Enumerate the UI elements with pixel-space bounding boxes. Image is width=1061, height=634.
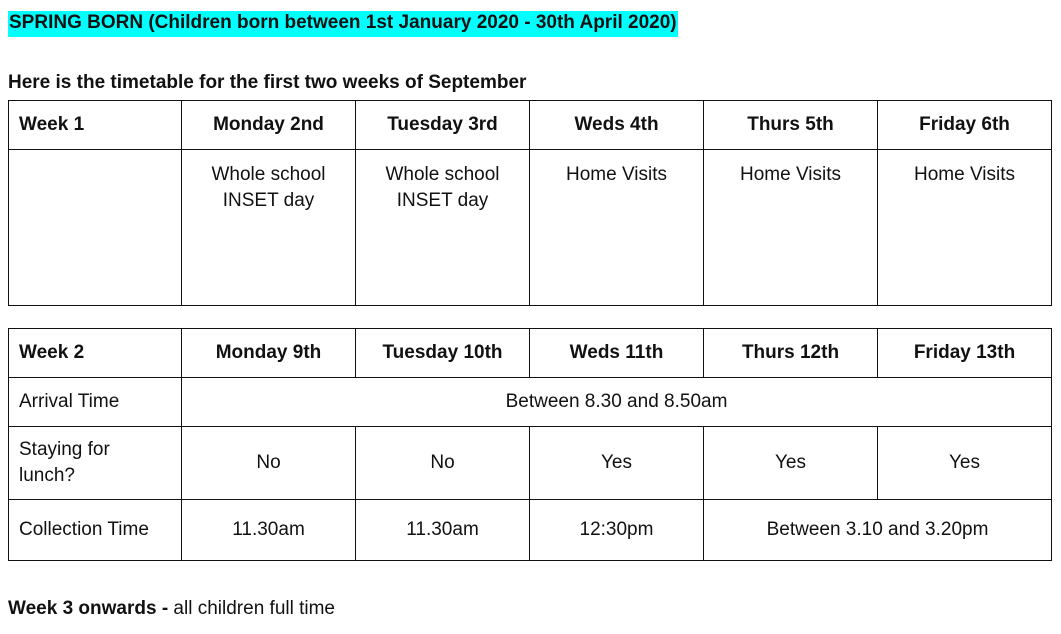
collection-row: [9, 500, 1052, 561]
arrival-label: Arrival Time: [9, 378, 182, 427]
week3-note: [8, 598, 335, 620]
lunch-thursday: Yes: [704, 427, 878, 500]
lunch-monday: No: [182, 427, 356, 500]
week2-header-friday: Friday 13th: [878, 329, 1052, 378]
page-heading: SPRING BORN (Children born between 1st January 2020 - 30th April 2020): [8, 11, 678, 37]
collection-label: Collection Time: [9, 500, 182, 561]
collection-monday: 11.30am: [182, 500, 356, 561]
lunch-wednesday: Yes: [530, 427, 704, 500]
week1-cell-thursday: Home Visits: [704, 150, 878, 306]
week1-header-row: [9, 101, 1052, 150]
lunch-tuesday: No: [356, 427, 530, 500]
week3-note-bold: Week 3 onwards -: [8, 598, 169, 619]
week1-cell-monday: Whole school INSET day: [182, 150, 356, 306]
week1-header-thursday: Thurs 5th: [704, 101, 878, 150]
collection-wednesday: 12:30pm: [530, 500, 704, 561]
week1-cell-tuesday: Whole school INSET day: [356, 150, 530, 306]
week2-header-wednesday: Weds 11th: [530, 329, 704, 378]
week2-header-monday: Monday 9th: [182, 329, 356, 378]
week1-header-tuesday: Tuesday 3rd: [356, 101, 530, 150]
collection-tuesday: 11.30am: [356, 500, 530, 561]
week2-header-row: [9, 329, 1052, 378]
arrival-value: Between 8.30 and 8.50am: [182, 378, 1052, 427]
lunch-label: Staying for lunch?: [9, 427, 182, 500]
collection-thursday-friday: Between 3.10 and 3.20pm: [704, 500, 1052, 561]
week1-table: [8, 100, 1052, 306]
timetable-intro: Here is the timetable for the first two weeks of September: [8, 72, 527, 93]
week2-header-thursday: Thurs 12th: [704, 329, 878, 378]
arrival-row: [9, 378, 1052, 427]
week1-header-monday: Monday 2nd: [182, 101, 356, 150]
week1-header-friday: Friday 6th: [878, 101, 1052, 150]
lunch-friday: Yes: [878, 427, 1052, 500]
week2-table: [8, 328, 1052, 561]
week2-header-tuesday: Tuesday 10th: [356, 329, 530, 378]
week1-body-row: [9, 150, 1052, 306]
week1-header-wednesday: Weds 4th: [530, 101, 704, 150]
week1-cell-friday: Home Visits: [878, 150, 1052, 306]
week3-note-text: all children full time: [168, 598, 335, 619]
week1-cell-wednesday: Home Visits: [530, 150, 704, 306]
lunch-row: [9, 427, 1052, 500]
week2-header-label: Week 2: [9, 329, 182, 378]
week1-cell-label: [9, 150, 182, 306]
week1-header-label: Week 1: [9, 101, 182, 150]
